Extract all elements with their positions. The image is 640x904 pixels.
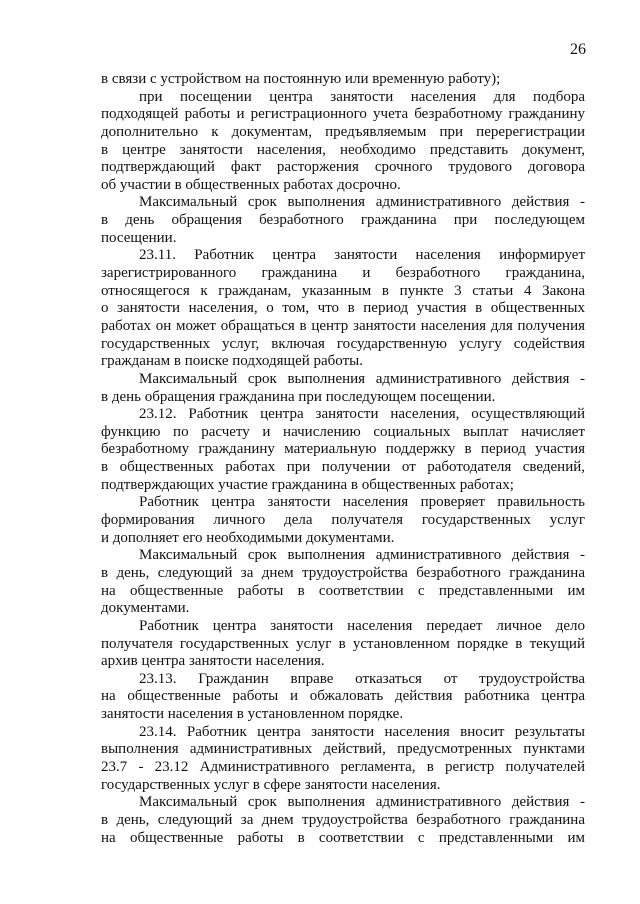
text-line: на общественные работы в соответствии с представленными им bbox=[101, 582, 585, 599]
text-line: получателя государственных услуг в установленном порядке в текущий bbox=[101, 635, 585, 652]
text-line: выполнения административных действий, предусмотренных пунктами bbox=[101, 741, 585, 758]
text-line: государственных услуг, включая государственную услугу содействия bbox=[101, 335, 585, 352]
page-number: 26 bbox=[570, 41, 586, 58]
text-line: дополнительно к документам, предъявляемым при перерегистрации bbox=[101, 123, 585, 140]
text-line: об участии в общественных работах досрочно. bbox=[101, 176, 401, 193]
text-line: Работник центра занятости населения передает личное дело bbox=[139, 617, 585, 634]
text-line: 23.7 - 23.12 Административного регламента, в регистр получателей bbox=[101, 758, 585, 775]
text-line: в день, следующий за днем трудоустройства безработного гражданина bbox=[101, 564, 585, 581]
text-line: при посещении центра занятости населения для подбора bbox=[139, 88, 585, 105]
text-line: на общественные работы и обжаловать действия работника центра bbox=[101, 688, 585, 705]
text-line: Максимальный срок выполнения административного действия - bbox=[139, 547, 585, 564]
text-line: занятости населения в установленном порядке. bbox=[101, 706, 404, 723]
text-line: о занятости населения, о том, что в период участия в общественных bbox=[101, 300, 585, 317]
text-line: функцию по расчету и начислению социальных выплат начисляет bbox=[101, 423, 585, 440]
document-body bbox=[101, 71, 585, 847]
text-line: Максимальный срок выполнения административного действия - bbox=[139, 194, 585, 211]
text-line: работах он может обращаться в центр занятости населения для получения bbox=[101, 317, 585, 334]
text-line: в связи с устройством на постоянную или временную работу); bbox=[101, 71, 501, 87]
text-line: подтверждающих участие гражданина в общественных работах; bbox=[101, 476, 514, 493]
text-line: в день, следующий за днем трудоустройства безработного гражданина bbox=[101, 811, 585, 828]
text-line: 23.14. Работник центра занятости населения вносит результаты bbox=[139, 723, 585, 740]
text-line: Максимальный срок выполнения административного действия - bbox=[139, 794, 585, 811]
text-line: 23.11. Работник центра занятости населения информирует bbox=[139, 247, 585, 264]
text-line: в день обращения безработного гражданина при последующем bbox=[101, 212, 585, 229]
text-line: государственных услуг в сфере занятости населения. bbox=[101, 776, 441, 793]
text-line: Работник центра занятости населения проверяет правильность bbox=[139, 494, 585, 511]
text-line: и дополняет его необходимыми документами. bbox=[101, 529, 395, 546]
text-line: гражданам в поиске подходящей работы. bbox=[101, 353, 363, 370]
text-line: посещении. bbox=[101, 229, 177, 246]
text-line: архив центра занятости населения. bbox=[101, 653, 325, 670]
text-line: Максимальный срок выполнения административного действия - bbox=[139, 370, 585, 387]
text-line: формирования личного дела получателя государственных услуг bbox=[101, 512, 585, 529]
text-line: в центре занятости населения, необходимо представить документ, bbox=[101, 141, 585, 158]
text-line: 23.12. Работник центра занятости населения, осуществляющий bbox=[139, 406, 585, 423]
text-line: документами. bbox=[101, 600, 190, 617]
text-line: безработному гражданину материальную поддержку в период участия bbox=[101, 441, 585, 458]
text-line: в общественных работах при получении от работодателя сведений, bbox=[101, 459, 585, 476]
text-line: относящегося к гражданам, указанным в пункте 3 статьи 4 Закона bbox=[101, 282, 585, 299]
text-line: на общественные работы в соответствии с представленными им bbox=[101, 829, 585, 846]
text-line: зарегистрированного гражданина и безработного гражданина, bbox=[101, 265, 585, 282]
text-line: 23.13. Гражданин вправе отказаться от трудоустройства bbox=[139, 670, 585, 687]
text-line: в день обращения гражданина при последующем посещении. bbox=[101, 388, 496, 405]
text-line: подходящей работы и регистрационного учета безработному гражданину bbox=[101, 106, 585, 123]
text-line: подтверждающий факт расторжения срочного трудового договора bbox=[101, 159, 585, 176]
